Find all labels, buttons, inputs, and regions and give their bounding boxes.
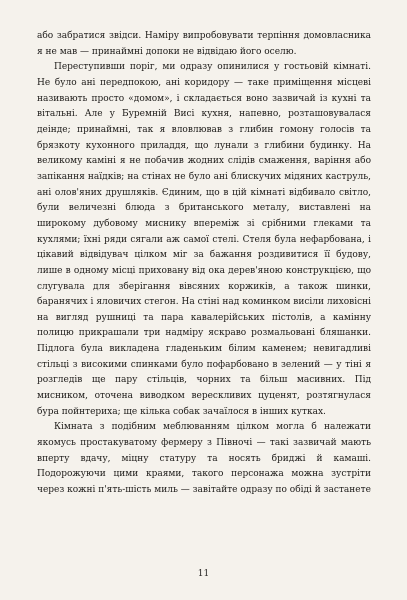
book-page-text bbox=[37, 29, 371, 499]
paragraph-continuation: або забратися звідси. Наміру випробовувати терпіння домовласника я не мав — принаймні допоки не відвідаю його оселю. bbox=[37, 31, 371, 57]
paragraph-main: Переступивши поріг, ми одразу опинилися у гостьовій кімнаті. Не було ані передпокою, ані коридору — таке приміщення місцеві називають просто «домом», і складається воно зазвичай із кухні та вітальні. Але у Буремній Висі кухня, напевно, розташовувалася деінде; принаймні, так я вловлював з глибин гомону голосів та брязкоту кухонного приладдя, що лунали з глибини будинку. На великому каміні я не побачив жодних слідів смаження, варіння або запікання наїдків; на стінах не було ані блискучих мідяних каструль, ані олов'яних друшляків. Єдиним, що в цій кімнаті відбивало світло, були величезні блюда з британського металу, виставлені на широкому дубовому миснику впереміж зі срібними глеками та кухлями; їхні ряди сягали аж самої стелі. Стеля була нефарбована, і цікавий відвідувач цілком міг за бажання роздивитися її будову, лише в одному місці приховану від ока дерев'яною конструкцією, що слугувала для зберігання вівсяних коржиків, а також шинки, баранячих і яловичих стегон. На стіні над коминком висіли лиховісні на вигляд рушниці та пара кавалерійських пістолів, а камінну полицю прикрашали три надміру яскраво розмальовані бляшанки. Підлога була викладена гладеньким білим каменем; невигадливі стільці з високими спинками було пофарбовано в зелений — у тіні я розгледів ще пару стільців, чорних та більш масивних. Під мисником, оточена виводком верескливих цуценят, розтягнулася бура пойнтериха; ще кілька собак зачаїлося в інших кутках. bbox=[37, 62, 371, 417]
page-number: 11 bbox=[197, 569, 210, 579]
paragraph-final: Кімната з подібним меблюванням цілком могла б належати якомусь простакуватому фермеру з Півночі — такі зазвичай мають вперту вдачу, міцну статуру та носять бриджі й камаші. Подорожуючи цими краями, такого персонажа можна зустріти через кожні п'ять-шість миль — завітайте одразу по обіді й застанете bbox=[37, 422, 371, 496]
